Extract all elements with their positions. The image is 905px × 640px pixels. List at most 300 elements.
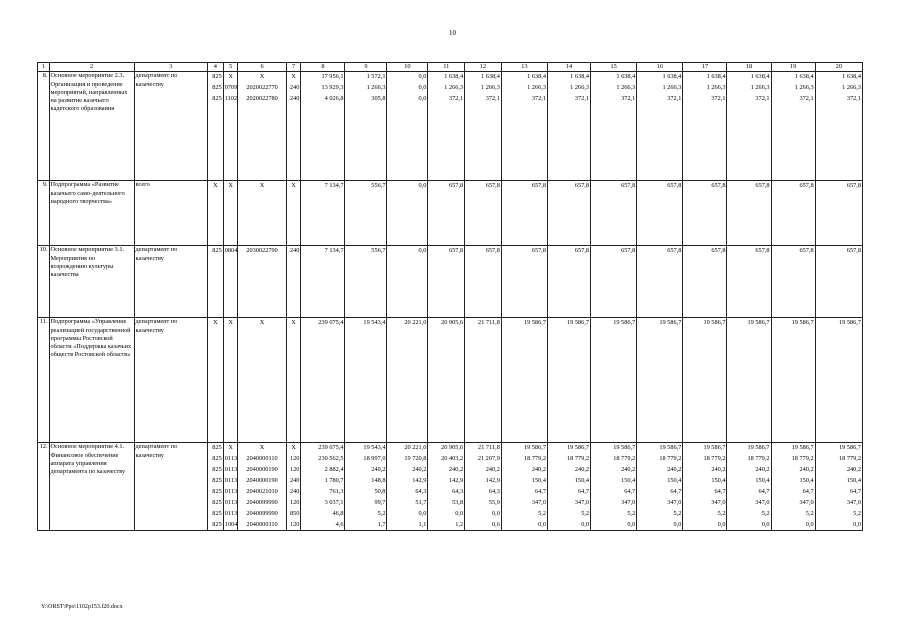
- value: 372,1: [574, 95, 590, 103]
- value: X: [259, 319, 265, 327]
- value: 19 586,7: [659, 319, 682, 327]
- column-number: 6: [238, 63, 286, 72]
- value-cell: [591, 72, 637, 181]
- value: 19 543,4: [363, 444, 386, 452]
- value: 19 720,8: [404, 455, 427, 463]
- value: 19 586,7: [747, 444, 770, 452]
- value: 240,2: [846, 466, 861, 474]
- column-number: 18: [727, 63, 771, 72]
- value-cell: [637, 246, 683, 318]
- value: 240: [289, 247, 300, 255]
- column-number: 5: [223, 63, 238, 72]
- value-cell: [771, 246, 815, 318]
- value: 21 207,9: [477, 455, 500, 463]
- value: 239 075,4: [318, 444, 344, 452]
- value: 2040000190: [246, 476, 278, 484]
- value: 657,8: [485, 247, 500, 255]
- executor: департамент по казачеству: [134, 72, 207, 181]
- value-cell: [771, 443, 815, 531]
- value-cell: [428, 318, 465, 443]
- value: 825: [212, 520, 222, 528]
- value: 372,1: [621, 95, 636, 103]
- value: 347,0: [711, 498, 726, 506]
- value: 19 586,7: [703, 444, 726, 452]
- file-path-footer: Y:\ORST\Ppo\1102p153.f20.docx: [41, 604, 123, 610]
- value: 150,4: [621, 476, 636, 484]
- value: 240: [289, 84, 300, 92]
- value: 240,2: [371, 466, 386, 474]
- value: 1 266,3: [570, 84, 590, 92]
- value-cell: [683, 181, 727, 246]
- value: 372,1: [485, 95, 500, 103]
- value-cell: [387, 181, 428, 246]
- value-cell: [301, 246, 345, 318]
- value: 240: [289, 487, 300, 495]
- column-number-row: [38, 63, 863, 72]
- value: 5,2: [377, 509, 386, 517]
- value: 0,0: [673, 520, 682, 528]
- value: 347,0: [531, 498, 547, 506]
- value: 825: [212, 466, 222, 474]
- value: 657,8: [846, 182, 861, 190]
- column-number: 9: [345, 63, 387, 72]
- value-cell: [345, 181, 387, 246]
- value-cell: [387, 72, 428, 181]
- value-cell: [683, 318, 727, 443]
- value-cell: [223, 72, 238, 181]
- column-number: 3: [134, 63, 207, 72]
- value-cell: [301, 443, 345, 531]
- value: 372,1: [846, 95, 861, 103]
- value: 556,7: [371, 247, 386, 255]
- value: 2040021010: [246, 487, 278, 495]
- value-cell: [208, 318, 224, 443]
- value: 148,8: [371, 476, 386, 484]
- value-cell: [548, 72, 591, 181]
- value: 19 586,7: [791, 319, 814, 327]
- value: 142,9: [412, 476, 427, 484]
- value-cell: [727, 181, 771, 246]
- page-number: 10: [449, 29, 456, 37]
- value: 347,0: [574, 498, 590, 506]
- value-cell: [548, 181, 591, 246]
- value-cell: [345, 318, 387, 443]
- table-row: [38, 246, 863, 318]
- value: 18 779,2: [613, 455, 636, 463]
- value: 372,1: [531, 95, 547, 103]
- value: 347,0: [799, 498, 814, 506]
- value: 150,4: [667, 476, 682, 484]
- value: 64,7: [758, 487, 770, 495]
- value: 0804: [224, 247, 238, 255]
- value: 20 905,6: [441, 319, 464, 327]
- value-cell: [727, 318, 771, 443]
- value-cell: [815, 246, 862, 318]
- program-name: Основное мероприятие 2.3. Организация и проведение мероприятий, направленных на развитие казачьего кадетского образования: [49, 72, 134, 181]
- value-cell: [223, 246, 238, 318]
- value: 4 026,8: [324, 95, 344, 103]
- value: 5,2: [761, 509, 770, 517]
- value: 46,8: [332, 509, 344, 517]
- value-cell: [223, 181, 238, 246]
- value: 657,8: [667, 182, 682, 190]
- value: 305,8: [371, 95, 386, 103]
- value: X: [291, 73, 296, 81]
- value-cell: [465, 246, 502, 318]
- value-cell: [637, 72, 683, 181]
- value-cell: [501, 443, 547, 531]
- executor: департамент по казачеству: [134, 246, 207, 318]
- value: 0,0: [717, 520, 726, 528]
- value: 18 779,2: [567, 455, 590, 463]
- value: 18 779,2: [791, 455, 814, 463]
- value-cell: [387, 246, 428, 318]
- value: 1 638,4: [480, 73, 500, 81]
- value: 1 572,1: [366, 73, 386, 81]
- value: 0,0: [581, 520, 590, 528]
- value: 1 638,4: [616, 73, 636, 81]
- value-cell: [286, 72, 301, 181]
- value-cell: [208, 181, 224, 246]
- value: 657,8: [448, 247, 464, 255]
- value-cell: [238, 181, 286, 246]
- value-cell: [345, 72, 387, 181]
- value: 0,0: [491, 509, 500, 517]
- value: 372,1: [711, 95, 726, 103]
- value-cell: [727, 443, 771, 531]
- value: 2 882,4: [324, 466, 344, 474]
- column-number: 12: [465, 63, 502, 72]
- value: 64,7: [802, 487, 814, 495]
- value: 1 638,4: [842, 73, 861, 81]
- value: 2040000110: [246, 455, 278, 463]
- value: 150,4: [711, 476, 726, 484]
- value: 120: [289, 466, 300, 474]
- value: 1,7: [377, 520, 386, 528]
- column-number: 8: [301, 63, 345, 72]
- value: 2020022770: [246, 84, 278, 92]
- value-cell: [501, 72, 547, 181]
- value: 1 638,4: [527, 73, 547, 81]
- value: 1 780,7: [324, 476, 344, 484]
- value: 2040099990: [246, 498, 278, 506]
- value: 64,3: [452, 487, 464, 495]
- value: 240,2: [621, 466, 636, 474]
- value-cell: [223, 443, 238, 531]
- value: 657,8: [755, 182, 770, 190]
- value: 150,4: [799, 476, 814, 484]
- value: 372,1: [755, 95, 770, 103]
- value: 142,9: [448, 476, 464, 484]
- value-cell: [387, 443, 428, 531]
- value: 657,8: [621, 247, 636, 255]
- value: 825: [212, 498, 222, 506]
- value: 19 586,7: [838, 319, 861, 327]
- value: 0,0: [418, 84, 427, 92]
- value-cell: [208, 246, 224, 318]
- value-cell: [683, 443, 727, 531]
- value: 7 134,7: [324, 247, 344, 255]
- value: X: [228, 73, 233, 81]
- value: 18 779,2: [747, 455, 770, 463]
- value: 230 562,5: [318, 455, 344, 463]
- value: 20 221,0: [404, 319, 427, 327]
- row-number: 11.: [38, 318, 50, 443]
- value-cell: [286, 246, 301, 318]
- value: 0,0: [627, 520, 636, 528]
- value-cell: [465, 443, 502, 531]
- column-number: 14: [548, 63, 591, 72]
- value: 0113: [224, 455, 238, 463]
- value: 372,1: [799, 95, 814, 103]
- value-cell: [345, 246, 387, 318]
- value: 240,2: [799, 466, 814, 474]
- value: 657,8: [755, 247, 770, 255]
- column-number: 17: [683, 63, 727, 72]
- value: 657,8: [485, 182, 500, 190]
- value: 1 638,4: [662, 73, 682, 81]
- value-cell: [301, 181, 345, 246]
- value: 347,0: [667, 498, 682, 506]
- column-number: 15: [591, 63, 637, 72]
- value: 51,7: [415, 498, 427, 506]
- value: 657,8: [574, 182, 590, 190]
- value: 5,2: [673, 509, 682, 517]
- value-cell: [387, 318, 428, 443]
- value: X: [291, 182, 296, 190]
- executor: департамент по казачеству: [134, 443, 207, 531]
- value: 0,0: [455, 509, 464, 517]
- value: 150,4: [531, 476, 547, 484]
- value: X: [213, 182, 218, 190]
- value-cell: [428, 72, 465, 181]
- column-number: 10: [387, 63, 428, 72]
- value: 18 997,0: [363, 455, 386, 463]
- column-number: 2: [49, 63, 134, 72]
- value: X: [213, 319, 218, 327]
- column-number: 16: [637, 63, 683, 72]
- value-cell: [548, 246, 591, 318]
- value: 18 779,2: [838, 455, 861, 463]
- value-cell: [501, 181, 547, 246]
- value: 0113: [224, 509, 238, 517]
- value: 1 266,3: [706, 84, 726, 92]
- value: 5,2: [805, 509, 814, 517]
- column-number: 20: [815, 63, 862, 72]
- value: 1 638,4: [570, 73, 590, 81]
- value: 19 586,7: [659, 444, 682, 452]
- column-number: 4: [208, 63, 224, 72]
- value: 64,7: [714, 487, 726, 495]
- value: 1 638,4: [444, 73, 464, 81]
- value: 240,2: [711, 466, 726, 474]
- row-number: 9.: [38, 181, 50, 246]
- value-cell: [286, 181, 301, 246]
- value: X: [259, 182, 265, 190]
- value: 1 266,3: [794, 84, 814, 92]
- value: X: [228, 319, 233, 327]
- table-row: [38, 443, 863, 531]
- value: 657,8: [846, 247, 861, 255]
- value: 657,8: [799, 247, 814, 255]
- value: 55,9: [488, 498, 500, 506]
- value: 240,2: [412, 466, 427, 474]
- value: 240,2: [755, 466, 770, 474]
- value: 64,7: [849, 487, 861, 495]
- value-cell: [301, 318, 345, 443]
- value-cell: [815, 181, 862, 246]
- value: 850: [289, 509, 300, 517]
- value: 0,0: [418, 182, 427, 190]
- value: 19 586,7: [613, 319, 636, 327]
- value-cell: [428, 246, 465, 318]
- value: 1004: [224, 520, 238, 528]
- value: 5,2: [581, 509, 590, 517]
- value: 21 711,8: [478, 444, 500, 452]
- value-cell: [428, 181, 465, 246]
- value: 64,7: [535, 487, 547, 495]
- value: 1 266,3: [842, 84, 861, 92]
- value-cell: [637, 318, 683, 443]
- value: 64,3: [415, 487, 427, 495]
- value: 825: [212, 73, 222, 81]
- value: 19 543,4: [363, 319, 386, 327]
- value: 2040099990: [246, 509, 278, 517]
- value-cell: [815, 72, 862, 181]
- value: 761,3: [329, 487, 344, 495]
- column-number: 11: [428, 63, 465, 72]
- value: 0,0: [538, 520, 547, 528]
- value: 1 266,3: [366, 84, 386, 92]
- value: 120: [289, 520, 300, 528]
- value: 1 266,3: [444, 84, 464, 92]
- value-cell: [208, 72, 224, 181]
- value: 0,0: [418, 509, 427, 517]
- value: 3 037,1: [324, 498, 344, 506]
- value: 347,0: [846, 498, 861, 506]
- value: 657,8: [448, 182, 464, 190]
- value-cell: [345, 443, 387, 531]
- value-cell: [591, 246, 637, 318]
- value: X: [259, 73, 265, 81]
- value: 0113: [224, 476, 238, 484]
- value: 1,2: [455, 520, 464, 528]
- value-cell: [771, 72, 815, 181]
- program-name: Основное мероприятие 3.1. Мероприятия по возрождению культуры казачества: [49, 246, 134, 318]
- executor: департамент по казачеству: [134, 318, 207, 443]
- value: 2030022790: [246, 247, 278, 255]
- table-row: [38, 72, 863, 181]
- value: 240,2: [667, 466, 682, 474]
- value: 19 586,7: [523, 444, 547, 452]
- value: 657,8: [799, 182, 814, 190]
- value: 19 586,7: [523, 319, 547, 327]
- value: 657,8: [667, 247, 682, 255]
- value: 7 134,7: [324, 182, 344, 190]
- value: 240,2: [574, 466, 590, 474]
- value: 657,8: [711, 182, 726, 190]
- value: 372,1: [448, 95, 464, 103]
- value: 1 266,3: [616, 84, 636, 92]
- value: 50,8: [374, 487, 386, 495]
- value: 1 266,3: [662, 84, 682, 92]
- value: 4,6: [335, 520, 344, 528]
- value-cell: [591, 181, 637, 246]
- value: 1 266,3: [750, 84, 770, 92]
- value: 657,8: [574, 247, 590, 255]
- value: 0,0: [805, 520, 814, 528]
- value-cell: [301, 72, 345, 181]
- value-cell: [465, 181, 502, 246]
- value: 20 221,0: [404, 444, 427, 452]
- value-cell: [727, 72, 771, 181]
- value-cell: [238, 72, 286, 181]
- value: 657,8: [531, 182, 547, 190]
- row-number: 8.: [38, 72, 50, 181]
- value-cell: [286, 318, 301, 443]
- value: 150,4: [574, 476, 590, 484]
- value: 64,3: [488, 487, 500, 495]
- value: 99,7: [374, 498, 386, 506]
- value: 17 956,1: [321, 73, 344, 81]
- value: 150,4: [846, 476, 861, 484]
- value: 372,1: [667, 95, 682, 103]
- value-cell: [428, 443, 465, 531]
- value: 64,7: [578, 487, 590, 495]
- value: 240,2: [448, 466, 464, 474]
- row-number: 10.: [38, 246, 50, 318]
- table-row: [38, 181, 863, 246]
- value: 657,8: [531, 247, 547, 255]
- value: 1 266,3: [527, 84, 547, 92]
- value: 825: [212, 455, 222, 463]
- value-cell: [548, 318, 591, 443]
- value: 20 905,6: [441, 444, 464, 452]
- value: 2020022780: [246, 95, 278, 103]
- budget-table: [37, 62, 863, 531]
- value-cell: [501, 318, 547, 443]
- value: 657,8: [621, 182, 636, 190]
- value: 0,0: [418, 95, 427, 103]
- value-cell: [771, 181, 815, 246]
- value-cell: [683, 72, 727, 181]
- value: 825: [212, 487, 222, 495]
- value: 18 779,2: [703, 455, 726, 463]
- value: 825: [212, 444, 222, 452]
- value: 657,8: [711, 247, 726, 255]
- program-name: Основное мероприятие 4.1. Финансовое обеспечение аппарата управления департамента по казачеству: [49, 443, 134, 531]
- value: 825: [212, 95, 222, 103]
- value-cell: [501, 246, 547, 318]
- value: 1 638,4: [706, 73, 726, 81]
- table-row: [38, 318, 863, 443]
- value: 240,2: [485, 466, 500, 474]
- value: 5,2: [538, 509, 547, 517]
- value: 1 638,4: [750, 73, 770, 81]
- value: 0,0: [418, 73, 427, 81]
- value: X: [228, 182, 233, 190]
- value: 825: [212, 476, 222, 484]
- value: X: [228, 444, 233, 452]
- value: 120: [289, 455, 300, 463]
- value: 1 638,4: [794, 73, 814, 81]
- value: 19 586,7: [613, 444, 636, 452]
- program-name: Подпрограмма «Развитие казачьего само-деятельного народного творчества»: [49, 181, 134, 246]
- value-cell: [815, 318, 862, 443]
- value: 5,2: [627, 509, 636, 517]
- value: X: [291, 319, 296, 327]
- value: 1102: [224, 95, 238, 103]
